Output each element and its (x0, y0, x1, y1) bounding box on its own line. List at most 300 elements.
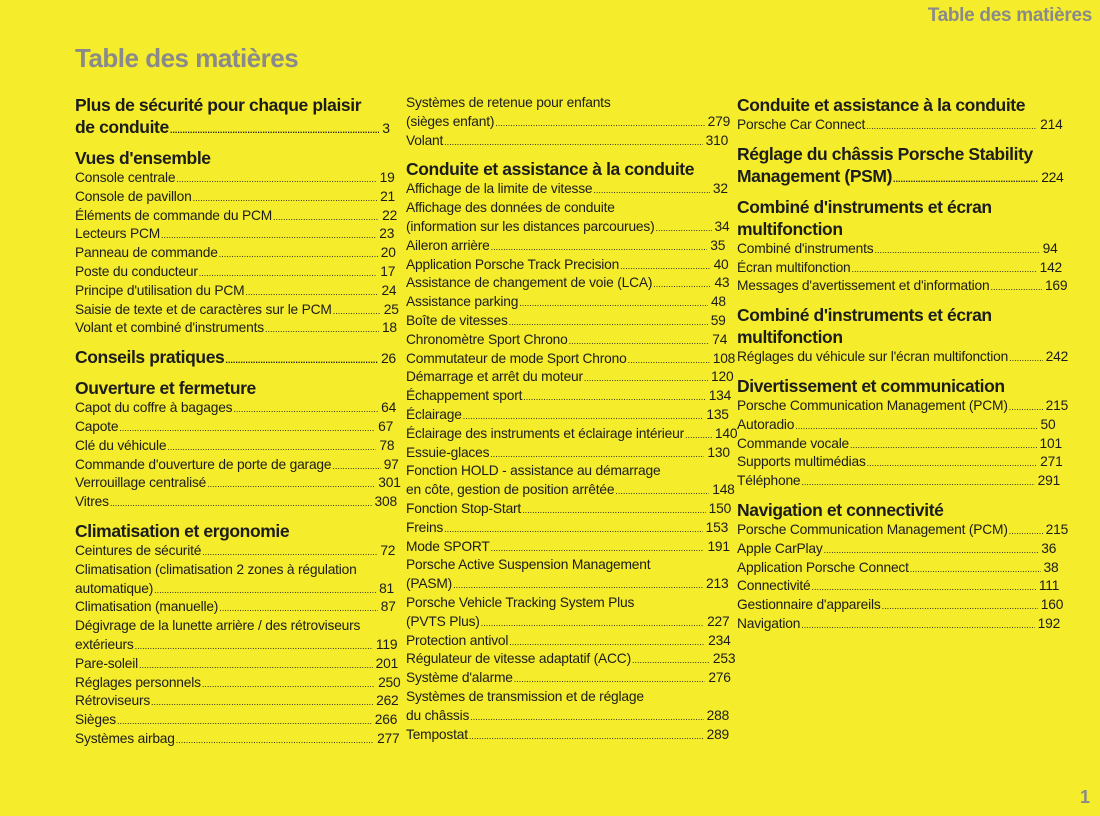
toc-section (75, 94, 390, 139)
dot-leader (509, 637, 705, 647)
page-ref[interactable]: 150 (708, 500, 732, 516)
dot-leader (245, 287, 378, 297)
toc-entry[interactable] (737, 472, 1061, 491)
entry-text: Vues d'ensemble (75, 148, 211, 168)
toc-entry[interactable] (406, 425, 738, 444)
section-heading[interactable] (75, 520, 385, 542)
page-ref[interactable]: 279 (707, 113, 731, 129)
page-ref[interactable]: 140 (714, 425, 738, 441)
entry-text: Console centrale (75, 170, 176, 185)
page-ref[interactable]: 59 (710, 312, 726, 328)
dot-leader (332, 461, 380, 471)
dot-leader (495, 118, 704, 128)
toc-section (75, 346, 396, 369)
dot-leader (910, 564, 1041, 574)
entry-text: Conduite et assistance à la conduite (406, 159, 695, 180)
dot-leader (656, 223, 712, 233)
entry-text: Réglages personnels (75, 674, 201, 690)
page-ref[interactable]: 134 (708, 388, 732, 404)
toc-entry[interactable] (75, 542, 396, 561)
page-ref[interactable]: 20 (380, 245, 396, 261)
page-ref[interactable]: 48 (710, 294, 726, 310)
page-ref[interactable]: 214 (1040, 117, 1063, 132)
toc-entry[interactable] (406, 726, 730, 745)
entry-text: Divertissement et communication (737, 375, 1005, 396)
toc-entry[interactable] (737, 277, 1068, 296)
entry-text: Management (PSM) (737, 165, 893, 186)
entry-text: Plus de sécurité pour chaque plaisir (75, 95, 362, 115)
dot-leader (193, 193, 377, 203)
page-ref[interactable]: 101 (1039, 435, 1062, 451)
entry-text: de conduite (75, 117, 169, 137)
page-ref[interactable]: 23 (379, 226, 395, 242)
page-ref[interactable]: 242 (1045, 349, 1069, 365)
entry-text: Fonction HOLD - assistance au démarrage (406, 463, 661, 479)
page-ref[interactable]: 35 (710, 237, 726, 253)
toc-entry[interactable] (75, 282, 397, 301)
page-ref[interactable]: 227 (707, 613, 730, 629)
page-ref[interactable]: 40 (713, 256, 729, 272)
dot-leader (444, 524, 703, 534)
dot-leader (812, 582, 1036, 592)
toc-entry[interactable] (737, 348, 1069, 367)
entry-text: Freins (406, 519, 444, 535)
page-ref[interactable]: 3 (382, 120, 390, 136)
toc-entry[interactable] (737, 540, 1057, 559)
page-ref[interactable]: 142 (1039, 259, 1063, 275)
toc-entry[interactable] (75, 474, 401, 493)
dot-leader (110, 498, 372, 508)
dot-leader (199, 268, 377, 278)
entry-text: multifonction (737, 327, 843, 348)
entry-text: du châssis (406, 707, 470, 723)
page-ref[interactable]: 50 (1040, 416, 1056, 432)
toc-entry[interactable] (737, 559, 1059, 578)
page-ref[interactable]: 277 (377, 730, 400, 746)
dot-leader (824, 545, 1039, 555)
running-head: Table des matières (927, 5, 1092, 26)
page-ref[interactable]: 271 (1040, 454, 1063, 470)
toc-section (406, 158, 738, 744)
entry-text: Ceintures de sécurité (75, 542, 202, 558)
dot-leader (653, 279, 711, 289)
page-ref[interactable]: 72 (380, 542, 396, 558)
page-ref[interactable]: 74 (712, 331, 728, 347)
dot-leader (620, 261, 710, 271)
dot-leader (1009, 353, 1043, 363)
entry-text: Saisie de texte et de caractères sur le PCM (75, 301, 332, 317)
entry-text: extérieurs (75, 636, 134, 652)
toc-entry[interactable] (75, 169, 395, 188)
entry-text: Combiné d'instruments et écran (737, 196, 992, 217)
toc-entry[interactable] (737, 240, 1058, 259)
entry-text: Réglage du châssis Porsche Stability (737, 143, 1033, 164)
toc-section (75, 520, 401, 749)
toc-section (737, 143, 1064, 188)
dot-leader (151, 697, 373, 707)
page-ref[interactable]: 191 (707, 538, 730, 554)
toc-entry[interactable] (737, 259, 1063, 278)
toc-entry[interactable] (406, 538, 730, 557)
entry-text: Conduite et assistance à la conduite (737, 95, 1026, 115)
dot-leader (453, 580, 703, 590)
page-ref[interactable]: 87 (380, 599, 396, 615)
toc-entry[interactable] (75, 493, 397, 512)
toc-entry[interactable] (406, 669, 731, 688)
toc-entry[interactable] (75, 225, 395, 244)
toc-entry[interactable] (75, 301, 399, 320)
entry-text: Application Porsche Track Precision (406, 256, 620, 272)
toc-entry[interactable] (406, 594, 730, 632)
entry-text: Démarrage et arrêt du moteur (406, 369, 583, 385)
entry-text: Écran multifonction (737, 259, 851, 275)
dot-leader (225, 355, 378, 365)
page-ref[interactable]: 26 (380, 350, 396, 367)
page-ref[interactable]: 17 (380, 263, 396, 279)
entry-text: Apple CarPlay (737, 540, 823, 556)
toc-entry[interactable] (75, 711, 398, 730)
entry-text: (information sur les distances parcourues) (406, 218, 655, 234)
entry-text: Climatisation (climatisation 2 zones à régulation (75, 561, 357, 577)
entry-text: Assistance de changement de voie (LCA) (406, 275, 653, 291)
dot-leader (593, 185, 709, 195)
dot-leader (491, 543, 705, 553)
section-heading[interactable] (75, 346, 396, 369)
toc-entry[interactable] (737, 416, 1056, 435)
dot-leader (522, 505, 706, 515)
dot-leader (795, 421, 1037, 431)
page-ref[interactable]: 78 (379, 437, 395, 453)
page-ref[interactable]: 38 (1043, 559, 1059, 575)
toc-entry[interactable] (75, 617, 398, 655)
toc-entry[interactable] (737, 521, 1069, 540)
toc-entry[interactable] (75, 561, 395, 599)
dot-leader (167, 442, 376, 452)
dot-leader (801, 477, 1034, 487)
entry-text: Navigation (737, 615, 801, 631)
toc-entry[interactable] (737, 615, 1061, 634)
dot-leader (470, 712, 703, 722)
dot-leader (490, 449, 704, 459)
page-ref[interactable]: 234 (708, 632, 731, 648)
page-ref[interactable]: 81 (379, 580, 395, 596)
toc-entry[interactable] (406, 293, 726, 312)
section-heading[interactable] (75, 377, 385, 399)
page-ref[interactable]: 67 (378, 418, 394, 434)
toc-entry[interactable] (75, 188, 396, 207)
toc-entry[interactable] (75, 730, 400, 749)
page-title: Table des matières (75, 43, 299, 73)
page-ref[interactable]: 224 (1041, 168, 1064, 185)
entry-text: Assistance parking (406, 294, 519, 310)
dot-leader (685, 430, 712, 440)
toc-entry[interactable] (406, 632, 731, 651)
page-ref[interactable]: 120 (711, 369, 734, 385)
page-ref[interactable]: 21 (380, 188, 396, 204)
page-ref[interactable]: 192 (1037, 615, 1061, 631)
toc-entry[interactable] (406, 312, 726, 331)
section-heading[interactable] (737, 143, 1064, 188)
toc-entry[interactable] (737, 435, 1062, 454)
dot-leader (615, 486, 709, 496)
page-ref[interactable]: 36 (1041, 540, 1057, 556)
toc-entry[interactable] (406, 199, 730, 237)
dot-leader (444, 137, 702, 147)
toc-entry[interactable] (75, 456, 399, 475)
toc-entry[interactable] (406, 274, 730, 293)
entry-text: Éléments de commande du PCM (75, 207, 273, 223)
page-ref[interactable]: 34 (714, 218, 730, 234)
entry-text: Porsche Communication Management (PCM) (737, 521, 1008, 537)
entry-text: Protection antivol (406, 632, 509, 648)
entry-text: Porsche Active Suspension Management (406, 557, 651, 573)
entry-text: Combiné d'instruments et écran (737, 305, 992, 326)
dot-leader (265, 324, 379, 334)
toc-entry[interactable] (75, 207, 398, 226)
toc-entry[interactable] (406, 180, 728, 199)
toc-entry[interactable] (75, 437, 395, 456)
toc-section (737, 304, 1069, 367)
toc-entry[interactable] (406, 256, 729, 275)
section-heading[interactable] (737, 375, 1047, 397)
page-ref[interactable]: 64 (381, 400, 397, 416)
page-ref[interactable]: 97 (383, 456, 399, 472)
entry-text: Connectivité (737, 578, 811, 594)
section-heading[interactable] (406, 158, 716, 180)
toc-column-1 (75, 94, 401, 757)
toc-entry[interactable] (75, 418, 394, 437)
toc-section (737, 499, 1069, 634)
toc-entry[interactable] (406, 368, 734, 387)
entry-text: Porsche Vehicle Tracking System Plus (406, 594, 635, 610)
toc-entry[interactable] (75, 598, 396, 617)
entry-text: Boîte de vitesses (406, 312, 508, 328)
dot-leader (801, 620, 1034, 630)
entry-text: Tempostat (406, 726, 468, 742)
entry-text: Systèmes airbag (75, 730, 175, 746)
toc-entry[interactable] (75, 263, 396, 282)
entry-text: Combiné d'instruments (737, 240, 874, 256)
section-heading[interactable] (75, 94, 390, 139)
toc-entry[interactable] (406, 556, 729, 594)
toc-entry[interactable] (406, 237, 726, 256)
dot-leader (1009, 526, 1043, 536)
entry-text: Systèmes de retenue pour enfants (406, 95, 611, 110)
entry-text: Rétroviseurs (75, 693, 151, 709)
entry-text: Réglages du véhicule sur l'écran multifonction (737, 349, 1009, 365)
toc-entry[interactable] (406, 650, 736, 669)
page-ref[interactable]: 153 (705, 519, 729, 535)
toc-entry[interactable] (406, 462, 735, 500)
entry-text: Mode SPORT (406, 538, 490, 554)
dot-leader (219, 249, 378, 259)
page-ref[interactable]: 19 (379, 170, 395, 185)
toc-entry[interactable] (75, 319, 397, 338)
page-ref[interactable]: 18 (381, 320, 397, 336)
entry-text: Commutateur de mode Sport Chrono (406, 350, 627, 366)
entry-text: Téléphone (737, 473, 801, 489)
page-ref[interactable]: 135 (706, 406, 729, 422)
page-ref[interactable]: 215 (1045, 397, 1069, 413)
entry-text: Volant (406, 132, 444, 148)
dot-leader (1009, 402, 1043, 412)
toc-section (737, 375, 1069, 491)
toc-entry[interactable] (737, 453, 1063, 472)
toc-entry[interactable] (75, 674, 401, 693)
page-ref[interactable]: 25 (383, 301, 399, 317)
entry-text: Affichage des données de conduite (406, 200, 615, 216)
entry-text: Commande vocale (737, 435, 850, 451)
entry-text: (PASM) (406, 576, 453, 592)
page-ref[interactable]: 43 (714, 275, 730, 291)
page-ref[interactable]: 160 (1040, 597, 1064, 613)
page-ref[interactable]: 262 (376, 693, 399, 709)
entry-text: Chronomètre Sport Chrono (406, 331, 568, 347)
toc-entry[interactable] (737, 577, 1060, 596)
page-ref[interactable]: 266 (374, 712, 398, 728)
dot-leader (176, 735, 374, 745)
page-ref[interactable]: 308 (374, 494, 397, 510)
page-ref[interactable]: 250 (378, 674, 401, 690)
dot-leader (852, 264, 1037, 274)
page-ref[interactable]: 24 (381, 282, 397, 298)
dot-leader (867, 458, 1038, 468)
entry-text: Vitres (75, 494, 109, 510)
page-ref[interactable]: 288 (706, 707, 730, 723)
entry-text: Capot du coffre à bagages (75, 400, 233, 416)
entry-text: Clé du véhicule (75, 437, 167, 453)
entry-text: Commande d'ouverture de porte de garage (75, 456, 332, 472)
toc-section (737, 94, 1063, 135)
entry-text: Console de pavillon (75, 188, 192, 204)
dot-leader (202, 679, 375, 689)
page-ref[interactable]: 253 (712, 651, 736, 667)
toc-entry[interactable] (406, 519, 729, 538)
page-ref[interactable]: 276 (708, 670, 731, 686)
entry-text: en côte, gestion de position arrêtée (406, 482, 615, 498)
toc-column-3 (737, 94, 1069, 642)
entry-text: Panneau de commande (75, 245, 218, 261)
dot-leader (990, 282, 1042, 292)
toc-entry[interactable] (406, 500, 732, 519)
dot-leader (523, 392, 705, 402)
toc-entry[interactable] (406, 132, 729, 151)
dot-leader (866, 121, 1037, 131)
toc-section (406, 94, 731, 150)
page-ref[interactable]: 291 (1037, 473, 1061, 489)
page-ref[interactable]: 108 (712, 350, 736, 366)
toc-entry[interactable] (406, 406, 729, 425)
toc-entry[interactable] (406, 350, 736, 369)
toc-section (75, 147, 399, 338)
toc-section (737, 196, 1068, 296)
entry-text: Éclairage (406, 406, 462, 422)
toc-entry[interactable] (406, 94, 731, 132)
dot-leader (219, 603, 378, 613)
page-ref[interactable]: 201 (375, 655, 399, 671)
page-ref[interactable]: 213 (706, 576, 729, 592)
entry-text: automatique) (75, 580, 154, 596)
entry-text: Messages d'avertissement et d'information (737, 278, 990, 294)
page-number: 1 (1079, 787, 1090, 807)
dot-leader (519, 298, 708, 308)
toc-entry[interactable] (406, 331, 728, 350)
section-heading[interactable] (737, 304, 1047, 348)
entry-text: Gestionnaire d'appareils (737, 597, 881, 613)
section-heading[interactable] (737, 94, 1047, 116)
toc-column-2 (406, 94, 738, 752)
page-ref[interactable]: 32 (712, 181, 728, 197)
page-ref[interactable]: 22 (382, 207, 398, 223)
toc-entry[interactable] (737, 397, 1069, 416)
entry-text: Affichage de la limite de vitesse (406, 181, 593, 197)
entry-text: Volant et combiné d'instruments (75, 320, 264, 336)
dot-leader (491, 242, 708, 252)
dot-leader (119, 423, 375, 433)
entry-text: Échappement sport (406, 388, 523, 404)
dot-leader (569, 336, 710, 346)
section-heading[interactable] (75, 147, 385, 169)
entry-text: (PVTS Plus) (406, 613, 480, 629)
entry-text: Éclairage des instruments et éclairage intérieur (406, 425, 684, 441)
toc-entry[interactable] (406, 688, 730, 726)
page-ref[interactable]: 301 (378, 475, 401, 491)
page-ref[interactable]: 215 (1045, 521, 1069, 537)
section-heading[interactable] (737, 499, 1047, 521)
entry-text: Supports multimédias (737, 454, 866, 470)
toc-entry[interactable] (406, 387, 732, 406)
page-ref[interactable]: 310 (705, 132, 729, 148)
dot-leader (170, 125, 379, 135)
toc-entry[interactable] (737, 596, 1064, 615)
toc-entry[interactable] (737, 116, 1063, 135)
page-ref[interactable]: 111 (1038, 578, 1060, 594)
page-ref[interactable]: 130 (707, 444, 730, 460)
toc-entry[interactable] (75, 399, 397, 418)
entry-text: Dégivrage de la lunette arrière / des rétroviseurs (75, 618, 361, 634)
entry-text: Porsche Communication Management (PCM) (737, 397, 1008, 413)
toc-entry[interactable] (75, 244, 396, 263)
entry-text: Porsche Car Connect (737, 117, 866, 132)
entry-text: Navigation et connectivité (737, 499, 944, 520)
toc-entry[interactable] (406, 444, 730, 463)
dot-leader (117, 716, 372, 726)
section-heading[interactable] (737, 196, 1047, 240)
entry-text: Autoradio (737, 416, 795, 432)
entry-text: multifonction (737, 218, 843, 239)
entry-text: Poste du conducteur (75, 263, 198, 279)
entry-text: Sièges (75, 712, 116, 728)
toc-section (75, 377, 401, 512)
toc-entry[interactable] (75, 655, 399, 674)
page-ref[interactable]: 148 (712, 482, 735, 498)
page-ref[interactable]: 169 (1044, 278, 1068, 294)
dot-leader (161, 230, 376, 240)
entry-text: Capote (75, 418, 119, 434)
page-ref[interactable]: 94 (1042, 240, 1058, 256)
entry-text: Lecteurs PCM (75, 226, 161, 242)
toc-entry[interactable] (75, 692, 399, 711)
page-ref[interactable]: 119 (375, 636, 398, 652)
dot-leader (139, 660, 373, 670)
dot-leader (514, 674, 706, 684)
page-ref[interactable]: 289 (706, 726, 730, 742)
dot-leader (154, 585, 376, 595)
dot-leader (233, 404, 378, 414)
dot-leader (202, 547, 377, 557)
dot-leader (509, 317, 708, 327)
entry-text: (sièges enfant) (406, 113, 495, 129)
